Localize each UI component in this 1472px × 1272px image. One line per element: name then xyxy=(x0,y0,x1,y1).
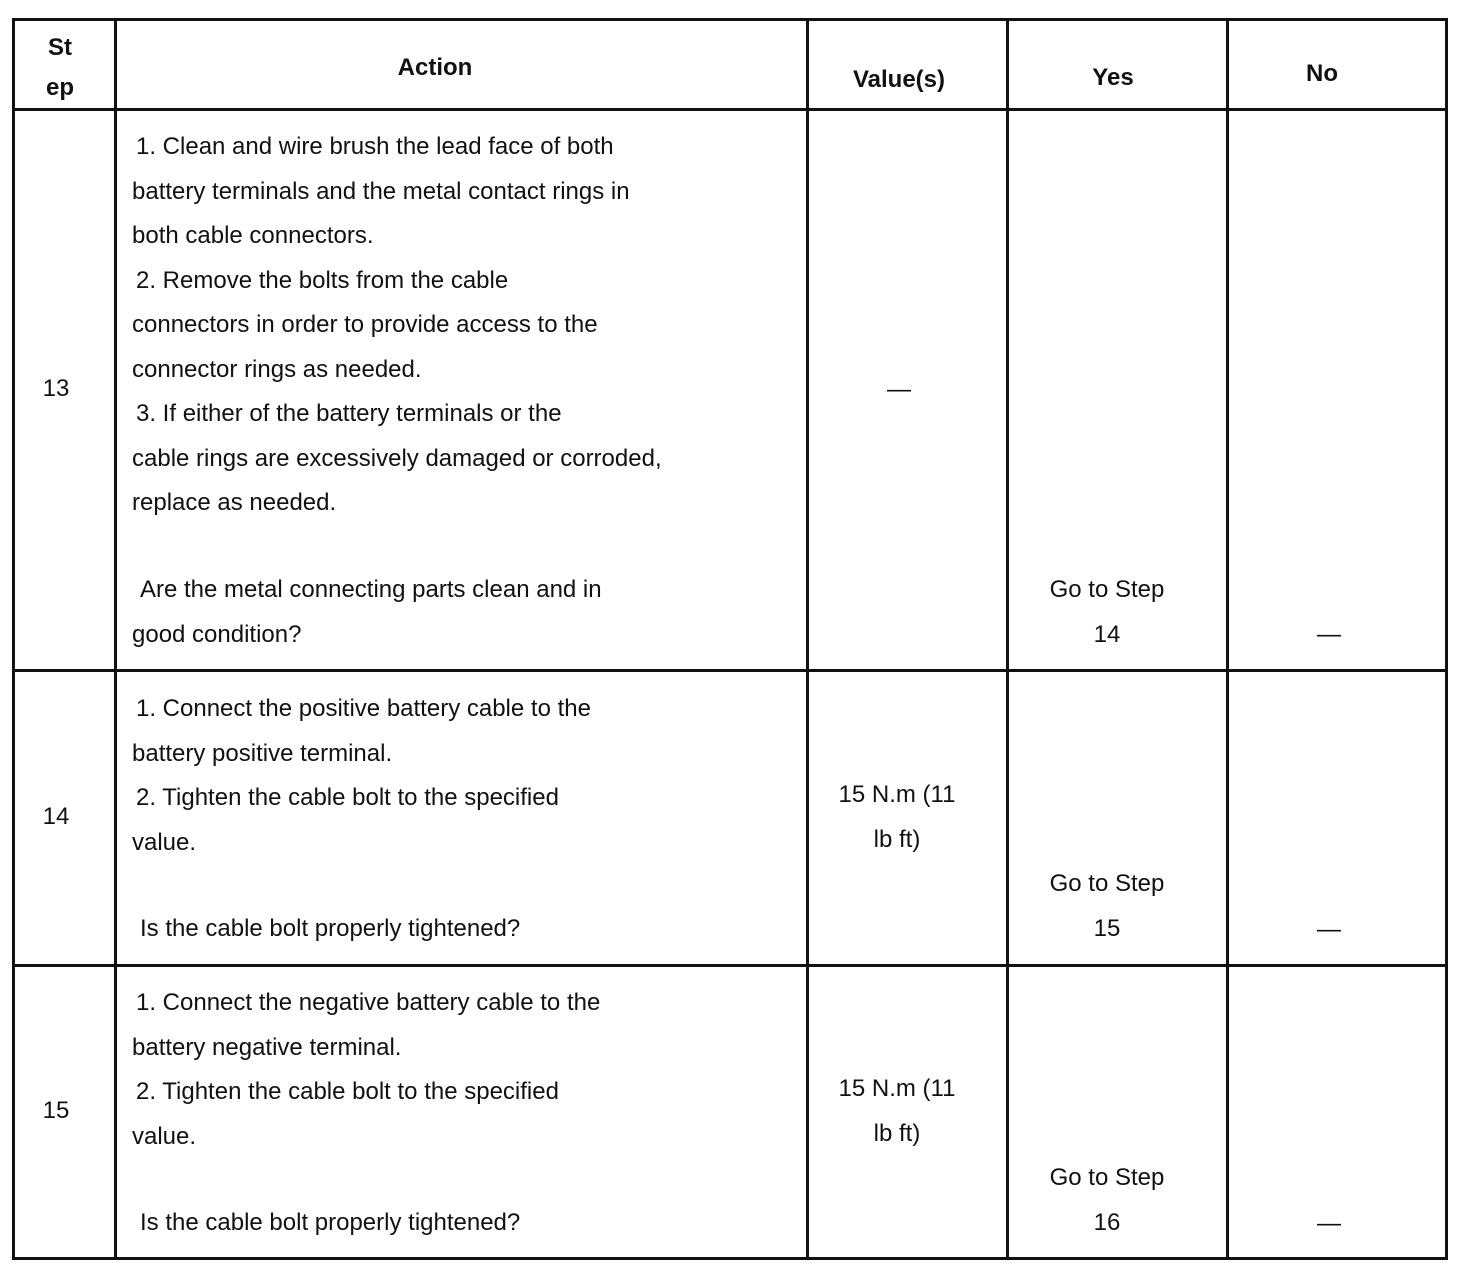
step-number: 14 xyxy=(42,803,70,830)
header-yes: Yes xyxy=(1092,64,1134,91)
action-line: 1. Connect the negative battery cable to the xyxy=(136,989,601,1016)
yes-line: 14 xyxy=(1093,620,1121,648)
action-line: battery terminals and the metal contact rings in xyxy=(132,177,630,205)
action-line: both cable connectors. xyxy=(132,222,374,249)
action-line: 1. Connect the positive battery cable to the xyxy=(136,695,591,722)
action-line: cable rings are excessively damaged or corroded, xyxy=(132,444,662,472)
yes-line: 15 xyxy=(1093,914,1121,942)
row-divider xyxy=(12,964,1448,967)
question-line: Is the cable bolt properly tightened? xyxy=(140,1209,521,1236)
header-values: Value(s) xyxy=(852,66,946,93)
action-text xyxy=(132,687,591,865)
action-line: value. xyxy=(132,1122,197,1150)
value-line: 15 N.m (11 xyxy=(838,781,956,808)
no-dash: — xyxy=(1317,1210,1341,1237)
question-line: Are the metal connecting parts clean and in xyxy=(140,576,602,603)
action-line: battery negative terminal. xyxy=(132,1033,402,1061)
value-dash: — xyxy=(887,376,911,403)
header-action: Action xyxy=(397,54,473,81)
question-text xyxy=(132,1201,520,1246)
header-no: No xyxy=(1306,60,1338,87)
diagnostic-table xyxy=(12,18,1448,1260)
step-number: 15 xyxy=(42,1097,70,1124)
action-line: 2. Remove the bolts from the cable xyxy=(136,266,509,294)
action-line: battery positive terminal. xyxy=(132,739,393,767)
header-step xyxy=(34,28,86,108)
action-text xyxy=(132,125,662,526)
row-divider xyxy=(12,669,1448,672)
value-torque xyxy=(809,1067,985,1156)
yes-go-to-step xyxy=(1009,862,1205,951)
column-divider xyxy=(114,18,117,1260)
action-line: 3. If either of the battery terminals or the xyxy=(136,400,562,427)
yes-go-to-step xyxy=(1009,568,1205,657)
yes-line: Go to Step xyxy=(1049,870,1165,897)
action-line: value. xyxy=(132,828,197,856)
step-number: 13 xyxy=(42,375,70,402)
value-line: lb ft) xyxy=(873,825,921,853)
no-dash: — xyxy=(1317,916,1341,943)
question-line: good condition? xyxy=(132,620,302,648)
no-dash: — xyxy=(1317,621,1341,648)
yes-line: Go to Step xyxy=(1049,1164,1165,1191)
header-divider xyxy=(12,108,1448,111)
action-line: replace as needed. xyxy=(132,489,337,516)
action-line: 2. Tighten the cable bolt to the specified xyxy=(136,1078,559,1105)
action-line: connectors in order to provide access to the xyxy=(132,311,598,338)
action-text xyxy=(132,981,600,1159)
yes-line: 16 xyxy=(1093,1208,1121,1236)
table-border-bottom xyxy=(12,1257,1448,1260)
action-line: connector rings as needed. xyxy=(132,355,422,383)
question-line: Is the cable bolt properly tightened? xyxy=(140,915,521,942)
question-text xyxy=(132,907,520,952)
header-step-line: ep xyxy=(45,74,74,101)
value-line: lb ft) xyxy=(873,1119,921,1147)
action-line: 2. Tighten the cable bolt to the specified xyxy=(136,784,559,811)
question-text xyxy=(132,568,602,657)
yes-line: Go to Step xyxy=(1049,576,1165,603)
table-border-left xyxy=(12,18,15,1260)
value-line: 15 N.m (11 xyxy=(838,1075,956,1102)
header-step-line: St xyxy=(48,34,72,61)
action-line: 1. Clean and wire brush the lead face of both xyxy=(136,133,614,160)
table-border-top xyxy=(12,18,1448,21)
table-border-right xyxy=(1445,18,1448,1260)
value-torque xyxy=(809,773,985,862)
yes-go-to-step xyxy=(1009,1156,1205,1245)
